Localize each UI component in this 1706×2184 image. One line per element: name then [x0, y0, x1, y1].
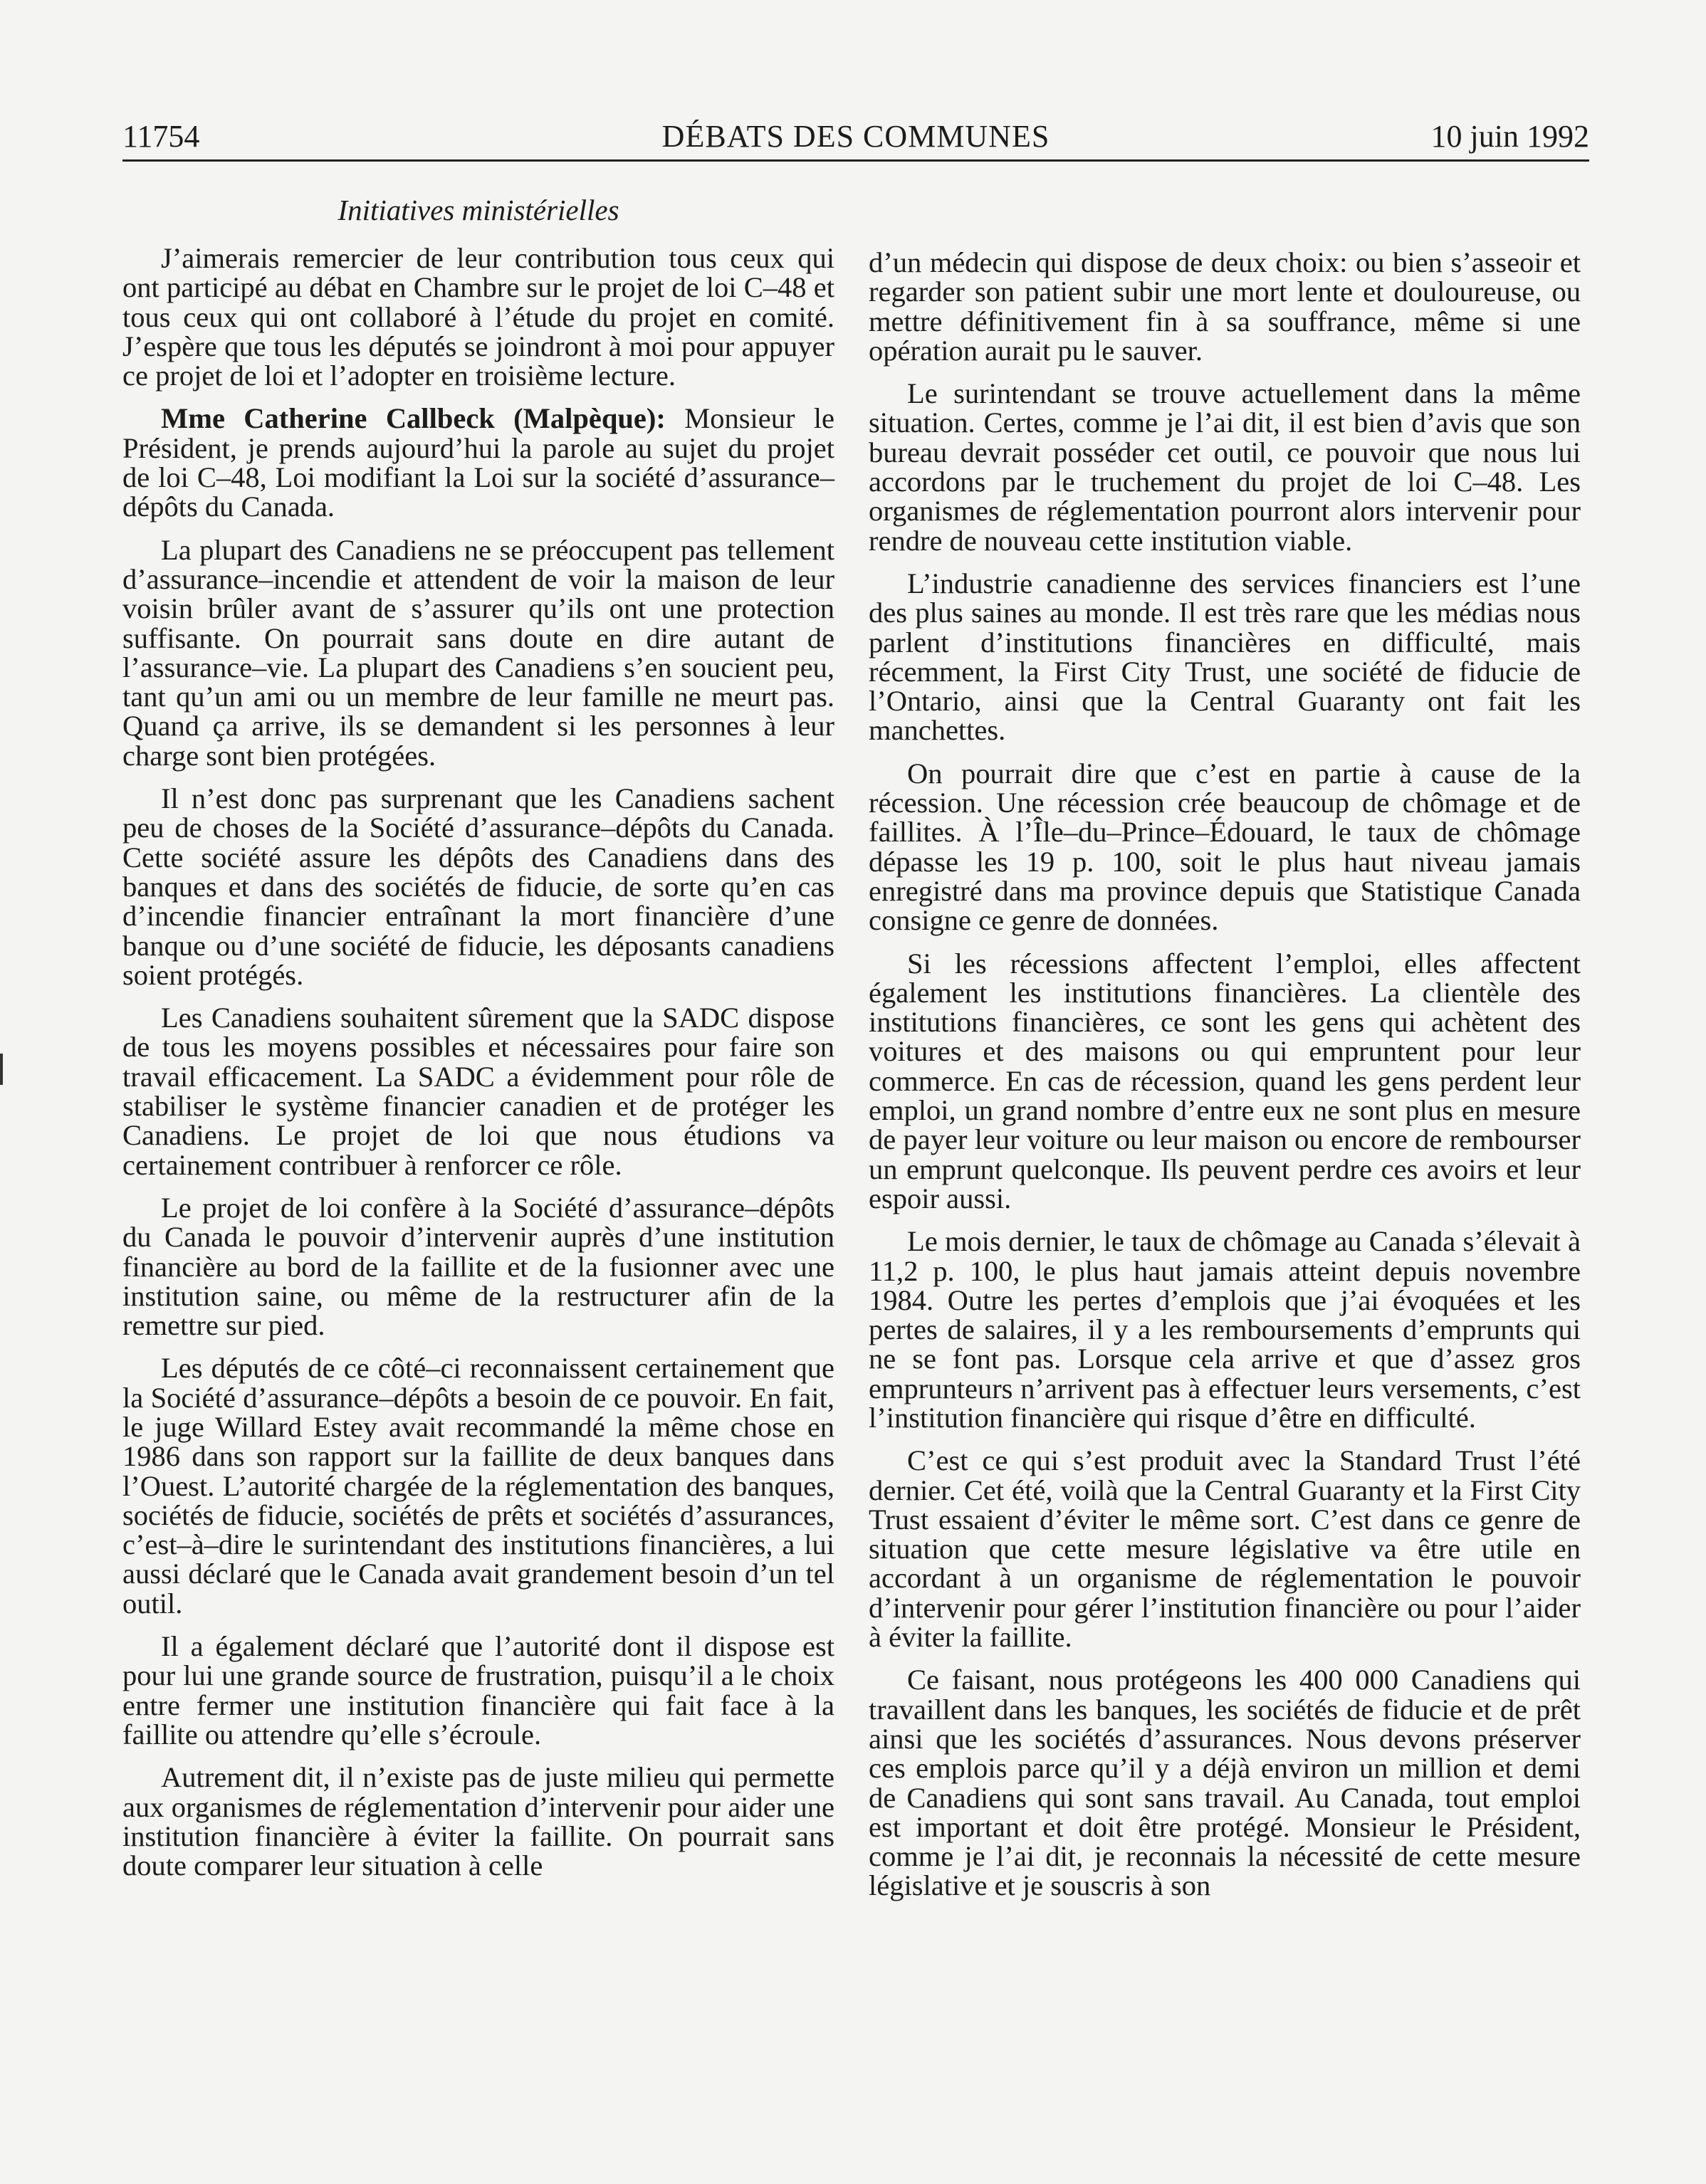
- paragraph-continuation: d’un médecin qui dispose de deux choix: ou bien s’asseoir et regarder son patient subir une mort lente et douloureuse, ou mettre définitivement fin à sa souffrance, même si une opération aurait pu le sauver.: [869, 246, 1581, 367]
- page-number: 11754: [122, 119, 200, 154]
- paragraph: Les députés de ce côté–ci reconnaissent certainement que la Société d’assurance–dépôts a besoin de ce pouvoir. En fait, le juge Willard Estey avait recommandé la même chose en 1986 dans son rapport sur la faillite de deux banques dans l’Ouest. L’autorité chargée de la réglementation des banques, sociétés de fiducie, sociétés de prêts et sociétés d’assurances, c’est–à–dire le surintendant des institutions financières, a lui aussi déclaré que le Canada avait grandement besoin d’un tel outil.: [122, 1352, 834, 1619]
- speaker-name: Mme Catherine Callbeck (Malpèque):: [161, 402, 666, 435]
- paragraph: J’aimerais remercier de leur contribution tous ceux qui ont participé au débat en Chambre sur le projet de loi C–48 et tous ceux qui ont collaboré à l’étude du projet en comité. J’espère que tous les députés se joindront à moi pour appuyer ce projet de loi et l’adopter en troisième lecture.: [122, 242, 834, 392]
- paragraph-text: Monsieur le Président, je prends aujourd’hui la parole au sujet du projet de loi C–48, Loi modifiant la Loi sur la société d’assurance–dépôts du Canada.: [122, 402, 835, 523]
- paragraph: Autrement dit, il n’existe pas de juste milieu qui permette aux organismes de réglementation d’intervenir pour aider une institution financière à éviter la faillite. On pourrait sans doute comparer leur situation à celle: [122, 1761, 834, 1882]
- paragraph: Ce faisant, nous protégeons les 400 000 Canadiens qui travaillent dans les banques, les sociétés de fiducie et de prêt ainsi que les sociétés d’assurances. Nous devons préserver ces emplois parce qu’il y a déjà environ un million et demi de Canadiens qui sont sans travail. Au Canada, tout emploi est important et doit être protégé. Monsieur le Président, comme je l’ai dit, je reconnais la nécessité de cette mesure législative et je souscris à son: [869, 1664, 1581, 1902]
- paragraph: C’est ce qui s’est produit avec la Standard Trust l’été dernier. Cet été, voilà que la Central Guaranty et la First City Trust essaient d’éviter le même sort. C’est dans ce genre de situation que cette mesure législative va être utile en accordant à un organisme de réglementation le pouvoir d’intervenir pour gérer l’institution financière ou pour l’aider à éviter la faillite.: [869, 1444, 1581, 1654]
- paragraph: [122, 404, 834, 521]
- scan-edge-mark: [0, 1054, 3, 1085]
- paragraph: Le mois dernier, le taux de chômage au Canada s’élevait à 11,2 p. 100, le plus haut jamais atteint depuis novembre 1984. Outre les pertes d’emplois que j’ai évoquées et les pertes de salaires, il y a les remboursements d’emprunts qui ne se font pas. Lorsque cela arrive et que d’assez gros emprunteurs n’arrivent pas à effectuer leurs versements, c’est l’institution financière qui risque d’être en difficulté.: [869, 1225, 1581, 1434]
- paragraph: Les Canadiens souhaitent sûrement que la SADC dispose de tous les moyens possibles et nécessaires pour faire son travail efficacement. La SADC a évidemment pour rôle de stabiliser le système financier canadien et de protéger les Canadiens. Le projet de loi que nous étudions va certainement contribuer à renforcer ce rôle.: [122, 1002, 834, 1181]
- paragraph: On pourrait dire que c’est en partie à cause de la récession. Une récession crée beaucoup de chômage et de faillites. À l’Île–du–Prince–Édouard, le taux de chômage dépasse les 19 p. 100, soit le plus haut niveau jamais enregistré dans ma province depuis que Statistique Canada consigne ce genre de données.: [869, 757, 1581, 937]
- paragraph: Le surintendant se trouve actuellement dans la même situation. Certes, comme je l’ai dit, il est bien d’avis que son bureau devrait posséder cet outil, ce pouvoir que nous lui accordons par le truchement du projet de loi C–48. Les organismes de réglementation pourront alors intervenir pour rendre de nouveau cette institution viable.: [869, 377, 1581, 557]
- paragraph: L’industrie canadienne des services financiers est l’une des plus saines au monde. Il est très rare que les médias nous parlent d’institutions financières en difficulté, mais récemment, la First City Trust, une société de fiducie de l’Ontario, ainsi que la Central Guaranty ont fait les manchettes.: [869, 567, 1581, 747]
- paragraph: Il a également déclaré que l’autorité dont il dispose est pour lui une grande source de frustration, puisqu’il a le choix entre fermer une institution financière qui fait face à la faillite ou attendre qu’elle s’écroule.: [122, 1630, 834, 1750]
- paragraph: La plupart des Canadiens ne se préoccupent pas tellement d’assurance–incendie et attendent de voir la maison de leur voisin brûler avant de s’assurer qu’ils ont une protection suffisante. On pourrait sans doute en dire autant de l’assurance–vie. La plupart des Canadiens s’en soucient peu, tant qu’un ami ou un membre de leur famille ne meurt pas. Quand ça arrive, ils se demandent si les personnes à leur charge sont bien protégées.: [122, 533, 834, 772]
- paragraph: Il n’est donc pas surprenant que les Canadiens sachent peu de choses de la Société d’assurance–dépôts du Canada. Cette société assure les dépôts des Canadiens dans des banques et dans des sociétés de fiducie, de sorte qu’en cas d’incendie financier entraînant la mort financière d’une banque ou d’une société de fiducie, les déposants canadiens soient protégés.: [122, 782, 834, 991]
- page-date: 10 juin 1992: [1430, 119, 1589, 154]
- left-column: [122, 243, 834, 1894]
- right-column: [869, 248, 1581, 1914]
- paragraph: Le projet de loi confère à la Société d’assurance–dépôts du Canada le pouvoir d’intervenir auprès d’une institution financière au bord de la faillite et de la fusionner avec une institution saine, ou même de la restructurer afin de la remettre sur pied.: [122, 1191, 834, 1342]
- section-label: Initiatives ministérielles: [337, 194, 619, 226]
- publication-title: DÉBATS DES COMMUNES: [661, 119, 1050, 154]
- page-header: [122, 114, 1589, 162]
- paragraph: Si les récessions affectent l’emploi, elles affectent également les institutions financières. La clientèle des institutions financières, ce sont les gens qui achètent des voitures et des maisons ou qui empruntent pour leur commerce. En cas de récession, quand les gens perdent leur emploi, un grand nombre d’entre eux ne sont plus en mesure de payer leur voiture ou leur maison ou encore de rembourser un emprunt quelconque. Ils peuvent perdre ces avoirs et leur espoir aussi.: [869, 947, 1581, 1214]
